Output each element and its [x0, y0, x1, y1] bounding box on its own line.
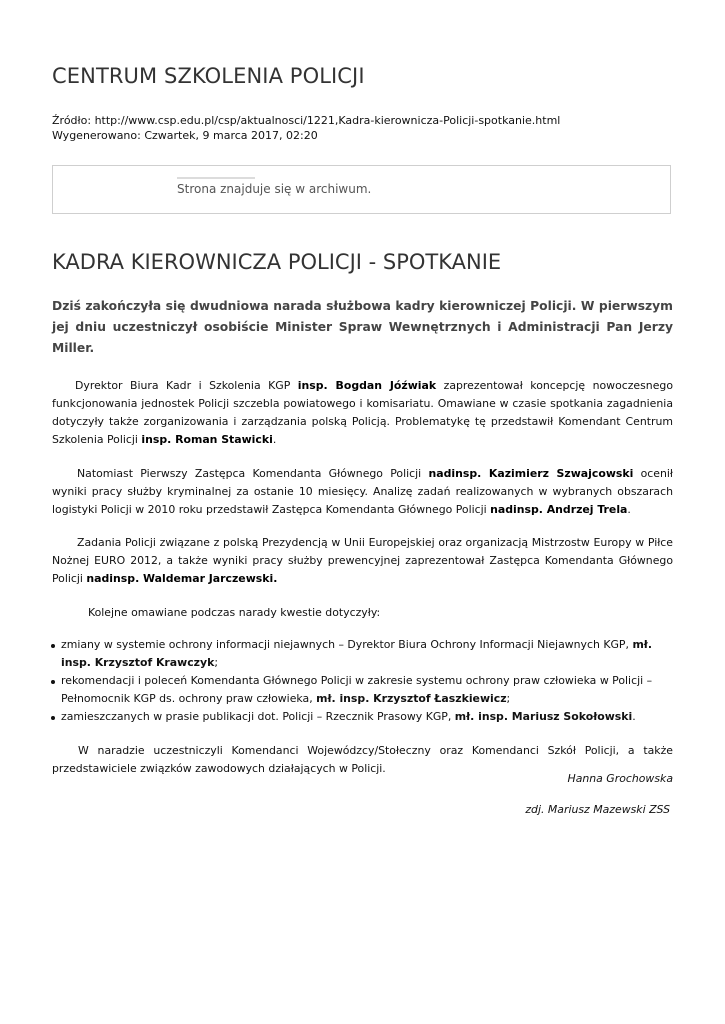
list-item-end: .	[632, 710, 636, 723]
person-name: insp. Bogdan Jóźwiak	[297, 379, 437, 392]
article-lead: Dziś zakończyła się dwudniowa narada służbowa kadry kierowniczej Policji. W pierwszym jej dniu uczestniczył osobiście Minister Spraw Wewnętrznych i Administracji Pan Jerzy Miller.	[52, 299, 673, 355]
meta-info	[52, 113, 560, 143]
article-body	[52, 296, 673, 778]
person-name: mł. insp. Krzysztof Krawczyk	[61, 638, 652, 669]
paragraph-text: .	[272, 433, 277, 446]
list-item-text: rekomendacji i poleceń Komendanta Głównego Policji w zakresie systemu ochrony praw człowieka w Policji – Pełnomocnik KGP ds. ochrony praw człowieka,	[61, 674, 653, 705]
paragraph-2	[52, 465, 673, 519]
list-item	[52, 708, 673, 726]
site-title: CENTRUM SZKOLENIA POLICJI	[52, 64, 365, 88]
photo-credit: zdj. Mariusz Mazewski ZSS	[525, 803, 670, 816]
paragraph-text: ocenił wyniki pracy służby kryminalnej za ostanie 10 miesięcy. Analizę zadań realizowanych w wybranych obszarach logistyki Policji w 2010 roku przedstawił Zastępca Komendanta Głównego Policji	[52, 467, 674, 516]
paragraph-text: zaprezentował koncepcję nowoczesnego funkcjonowania jednostek Policji szczebla powiatowego i komisariatu. Omawiane w czasie spotkania zagadnienia dotyczyły także zorganizowania i zarządzania polską Policją. Problematykę tę przedstawił Komendant Centrum Szkolenia Policji	[52, 379, 673, 446]
person-name: nadinsp. Kazimierz Szwajcowski	[428, 467, 634, 480]
generated-date: Wygenerowano: Czwartek, 9 marca 2017, 02:20	[52, 129, 318, 142]
list-item	[52, 636, 673, 672]
paragraph-text: .	[627, 503, 631, 516]
list-item-end: ;	[506, 692, 511, 705]
archive-notice-box	[52, 165, 671, 214]
archive-divider	[177, 177, 255, 179]
article-title: KADRA KIEROWNICZA POLICJI - SPOTKANIE	[52, 250, 502, 274]
list-item	[52, 672, 673, 708]
source-url: Źródło: http://www.csp.edu.pl/csp/aktualnosci/1221,Kadra-kierownicza-Policji-spotkanie.html	[52, 114, 561, 127]
person-name: nadinsp. Waldemar Jarczewski.	[86, 572, 278, 585]
paragraph-text: Zadania Policji związane z polską Prezydencją w Unii Europejskiej oraz organizacją Mistrzostw Europy w Piłce Nożnej EURO 2012, a także wyniki pracy służby prewencyjnej zaprezentował Zastępca Komendanta Głównego Policji	[52, 536, 673, 585]
list-item-end: ;	[214, 656, 219, 669]
topics-list	[52, 636, 673, 726]
paragraph-text: Natomiast Pierwszy Zastępca Komendanta Głównego Policji	[77, 467, 429, 480]
person-name: mł. insp. Mariusz Sokołowski	[454, 710, 633, 723]
person-name: mł. insp. Krzysztof Łaszkiewicz	[316, 692, 507, 705]
archive-notice: Strona znajduje się w archiwum.	[177, 182, 372, 196]
list-item-text: zamieszczanych w prasie publikacji dot. Policji – Rzecznik Prasowy KGP,	[61, 710, 455, 723]
list-item-text: zmiany w systemie ochrony informacji niejawnych – Dyrektor Biura Ochrony Informacji Niejawnych KGP,	[61, 638, 633, 651]
paragraph-text: Dyrektor Biura Kadr i Szkolenia KGP	[75, 379, 298, 392]
person-name: nadinsp. Andrzej Trela	[490, 503, 628, 516]
article-author: Hanna Grochowska	[567, 772, 673, 785]
person-name: insp. Roman Stawicki	[141, 433, 273, 446]
list-intro: Kolejne omawiane podczas narady kwestie dotyczyły:	[88, 606, 381, 619]
paragraph-3	[52, 534, 673, 588]
paragraph-4: W naradzie uczestniczyli Komendanci Wojewódzcy/Stołeczny oraz Komendanci Szkół Policji, a także przedstawiciele związków zawodowych działających w Policji.	[52, 744, 673, 775]
paragraph-1	[52, 377, 673, 449]
